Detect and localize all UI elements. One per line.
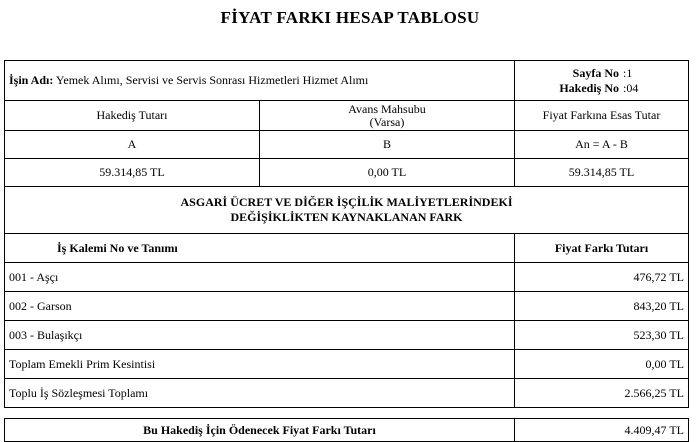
item-amount: 2.566,25 TL: [515, 379, 689, 408]
summary-symbol: A: [5, 131, 260, 159]
job-header-row: [5, 61, 689, 101]
summary-value: 59.314,85 TL: [5, 159, 260, 187]
summary-value: 59.314,85 TL: [515, 159, 689, 187]
progress-number-label: Hakediş No: [559, 80, 619, 95]
table-row: [5, 263, 689, 292]
item-name: Toplam Emekli Prim Kesintisi: [5, 350, 515, 379]
summary-header: Avans Mahsubu (Varsa): [260, 101, 515, 131]
final-total-label: Bu Hakediş İçin Ödenecek Fiyat Farkı Tutarı: [5, 419, 515, 442]
column-header-amount: Fiyat Farkı Tutarı: [515, 234, 689, 263]
price-difference-table: [4, 60, 689, 408]
table-row: [5, 321, 689, 350]
item-name: Toplu İş Sözleşmesi Toplamı: [5, 379, 515, 408]
item-name: 003 - Bulaşıkçı: [5, 321, 515, 350]
item-name: 002 - Garson: [5, 292, 515, 321]
summary-header-row: [5, 101, 689, 131]
summary-value: 0,00 TL: [260, 159, 515, 187]
table-row: [5, 379, 689, 408]
table-row: [5, 350, 689, 379]
item-amount: 843,20 TL: [515, 292, 689, 321]
summary-symbol-row: [5, 131, 689, 159]
final-total-row: [5, 419, 689, 442]
item-amount: 0,00 TL: [515, 350, 689, 379]
progress-number-value: :04: [623, 80, 639, 95]
page-number-value: :1: [623, 65, 633, 80]
item-amount: 476,72 TL: [515, 263, 689, 292]
column-header-item: İş Kalemi No ve Tanımı: [5, 234, 515, 263]
column-header-row: [5, 234, 689, 263]
summary-header: Fiyat Farkına Esas Tutar: [515, 101, 689, 131]
final-total-table: [4, 418, 689, 442]
table-row: [5, 292, 689, 321]
summary-symbol: An = A - B: [515, 131, 689, 159]
item-name: 001 - Aşçı: [5, 263, 515, 292]
summary-value-row: [5, 159, 689, 187]
section-title-line: ASGARİ ÜCRET VE DİĞER İŞÇİLİK MALİYETLERİNDEKİ: [180, 195, 513, 209]
section-title: [5, 187, 689, 234]
job-name: Yemek Alımı, Servisi ve Servis Sonrası Hizmetleri Hizmet Alımı: [55, 73, 369, 87]
page-title: FİYAT FARKI HESAP TABLOSU: [220, 8, 480, 27]
page-number-label: Sayfa No: [572, 65, 619, 80]
summary-header: Hakediş Tutarı: [5, 101, 260, 131]
section-title-line: DEĞİŞİKLİKTEN KAYNAKLANAN FARK: [230, 210, 463, 224]
item-amount: 523,30 TL: [515, 321, 689, 350]
job-cell: [5, 61, 515, 101]
job-label: İşin Adı:: [9, 73, 54, 87]
section-title-row: [5, 187, 689, 234]
summary-symbol: B: [260, 131, 515, 159]
final-total-amount: 4.409,47 TL: [515, 419, 689, 442]
page-info-cell: [515, 61, 689, 101]
